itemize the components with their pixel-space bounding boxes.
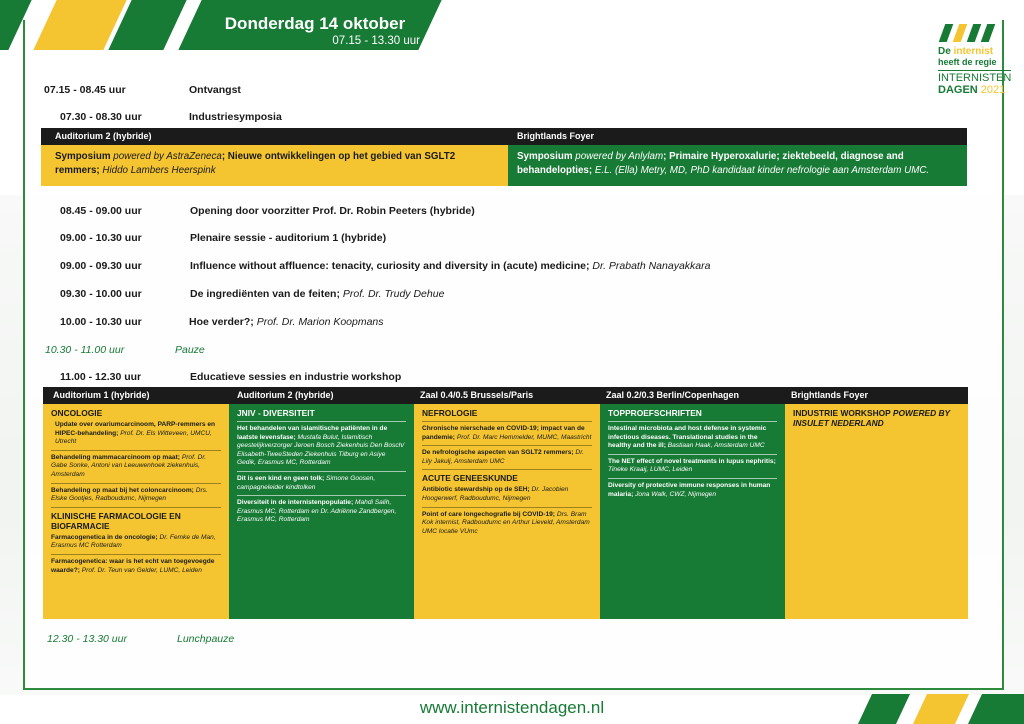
lunch-time: 12.30 - 13.30 uur xyxy=(47,633,127,645)
section-title: NEFROLOGIE xyxy=(422,408,478,418)
pause-label: Pauze xyxy=(175,344,205,356)
pause-time: 10.30 - 11.00 uur xyxy=(45,344,125,356)
column-header: Brightlands Foyer xyxy=(791,390,869,400)
logo-stripes xyxy=(938,24,1000,42)
row-time: 09.30 - 10.00 uur xyxy=(60,288,142,300)
session-item: Dit is een kind en geen tolk; Simone Goosen, campagneleider kindtolken xyxy=(237,474,376,491)
column-header: Zaal 0.4/0.5 Brussels/Paris xyxy=(420,390,534,400)
session-item: Chronische nierschade en COVID-19; impact van de pandemie; Prof. Dr. Marc Hemmelder, MUMC, Maastricht xyxy=(422,425,592,441)
schedule-row xyxy=(60,316,384,328)
session-item: Farmacogenetica: waar is het echt van toegevoegde waarde?; Prof. Dr. Teun van Gelder, LUMC, Leiden xyxy=(51,557,215,574)
session-item: Behandeling mammacarcinoom op maat; Prof. Dr. Gabe Sonke, Antoni van Leeuwenhoek ziekenhuis, Amsterdam xyxy=(51,453,207,478)
row-desc: Hoe verder?; Prof. Dr. Marion Koopmans xyxy=(189,316,384,328)
session-item: The NET effect of novel treatments in lupus nephritis; Tineke Kraaij, LUMC, Leiden xyxy=(608,457,776,474)
lunch-label: Lunchpauze xyxy=(177,633,235,645)
session-item: Farmacogenetica in de oncologie; Dr. Femke de Man, Erasmus MC Rotterdam xyxy=(51,533,216,550)
sessions-header xyxy=(43,387,968,404)
schedule-row xyxy=(60,205,475,217)
section-title: ACUTE GENEESKUNDE xyxy=(422,473,518,484)
column-header: Auditorium 1 (hybride) xyxy=(53,390,150,400)
page-title: Donderdag 14 oktober xyxy=(224,14,406,33)
column-header: Auditorium 2 (hybride) xyxy=(237,390,334,400)
schedule-row xyxy=(60,111,282,123)
logo-text: heeft de regie xyxy=(938,57,997,67)
section-title: ONCOLOGIE xyxy=(51,408,103,418)
session-item: Antibiotic stewardship op de SEH; Dr. Jacobien Hoogerwerf, Radboudumc, Nijmegen xyxy=(422,486,569,502)
symposium-astrazeneca: Symposium powered by AstraZeneca; Nieuwe ontwikkelingen op het gebied van SGLT2 remmers; Hiddo Lambers Heerspink xyxy=(41,145,508,186)
row-desc: Opening door voorzitter Prof. Dr. Robin Peeters (hybride) xyxy=(190,205,475,217)
schedule-row xyxy=(60,260,711,272)
section-title: TOPPROEFSCHRIFTEN xyxy=(608,408,702,418)
row-desc: Influence without affluence: tenacity, curiosity and diversity in (acute) medicine; Dr. Prabath Nanayakkara xyxy=(190,260,711,272)
session-item: Point of care longechografie bij COVID-19; Drs. Bram Kok internist, Radboudumc en Arthur Lieveld, Amsterdam UMC locatie VUmc xyxy=(422,510,590,535)
session-item: Behandeling op maat bij het coloncarcinoom; Drs. Elske Gootjes, Radboudumc, Nijmegen xyxy=(51,486,208,503)
internistendagen-logo xyxy=(934,24,1012,104)
symposium-alnylam: Symposium powered by Anlylam; Primaire Hyperoxalurie; ziektebeeld, diagnose and behandelopties; E.L. (Ella) Metry, MD, PhD kandidaat kinder nefrologie aan Amsterdam UMC. xyxy=(508,145,967,186)
schedule-row xyxy=(44,84,241,96)
session-column-auditorium-1 xyxy=(43,404,229,619)
row-desc: Plenaire sessie - auditorium 1 (hybride) xyxy=(190,232,387,244)
row-time: 07.15 - 08.45 uur xyxy=(44,84,126,96)
row-desc: Educatieve sessies en industrie workshop xyxy=(190,371,402,383)
session-column-auditorium-2 xyxy=(229,404,414,619)
row-desc: De ingrediënten van de feiten; Prof. Dr. Trudy Dehue xyxy=(190,288,445,300)
row-time: 08.45 - 09.00 uur xyxy=(60,205,142,217)
row-time: 09.00 - 09.30 uur xyxy=(60,260,142,272)
section-title: KLINISCHE FARMACOLOGIE EN BIOFARMACIE xyxy=(51,510,181,531)
column-header: Auditorium 2 (hybride) xyxy=(55,131,152,141)
session-item: Diversity of protective immune responses in human malaria; Jona Walk, CWZ, Nijmegen xyxy=(608,481,771,498)
row-desc: Ontvangst xyxy=(189,84,241,96)
session-item: Het behandelen van islamitische patiënten in de laatste levensfase; Mustafa Bulut, Islamitisch geestelijkverzorger Jeroen Bosch Ziekenhuis Den Bosch/ Elisabeth-TweeSteden Ziekenhuis Tilburg en Asiye Gedik, Erasmus MC, Rotterdam xyxy=(237,425,405,467)
column-header: Zaal 0.2/0.3 Berlin/Copenhagen xyxy=(606,390,740,400)
row-time: 10.00 - 10.30 uur xyxy=(60,316,142,328)
column-header: Brightlands Foyer xyxy=(517,131,595,141)
symposia-header xyxy=(41,128,967,145)
logo-text: INTERNISTEN xyxy=(938,72,1012,84)
session-column-zaal-brussels-paris xyxy=(414,404,600,619)
row-time: 09.00 - 10.30 uur xyxy=(60,232,142,244)
schedule-row xyxy=(60,288,445,300)
session-item: Diversiteit in de internistenpopulatie; Mahdi Salih, Erasmus MC, Rotterdam en Dr. Adriënne Zandbergen, Erasmus MC, Rotterdam xyxy=(237,499,397,524)
row-desc: Industriesymposia xyxy=(189,111,282,123)
session-column-zaal-berlin-copenhagen xyxy=(600,404,785,619)
section-title: INDUSTRIE WORKSHOP POWERED BY INSULET NEDERLAND xyxy=(793,408,950,428)
session-item: Update over ovariumcarcinoom, PARP-remmers en HIPEC-behandeling; Prof. Dr. Els Witteveen, UMCU, Utrecht xyxy=(55,421,216,446)
website-link[interactable]: www.internistendagen.nl xyxy=(419,698,605,717)
page-time-range: 07.15 - 13.30 uur xyxy=(332,35,420,47)
schedule-row xyxy=(60,371,402,383)
logo-text: DAGEN 2021 xyxy=(938,84,1006,96)
session-item: De nefrologische aspecten van SGLT2 remmers; Dr. Lily Jakulj, Amsterdam UMC xyxy=(422,449,584,465)
schedule-row xyxy=(60,232,387,244)
session-item: Intestinal microbiota and host defense in systemic infectious diseases. Translational studies in the healthy and the ill; Bastiaan Haak, Amsterdam UMC xyxy=(608,425,767,450)
row-time: 11.00 - 12.30 uur xyxy=(60,371,142,383)
session-column-brightlands-foyer xyxy=(785,404,968,619)
row-time: 07.30 - 08.30 uur xyxy=(60,111,142,123)
logo-text: De internist xyxy=(938,46,994,57)
section-title: JNIV - DIVERSITEIT xyxy=(237,408,315,418)
